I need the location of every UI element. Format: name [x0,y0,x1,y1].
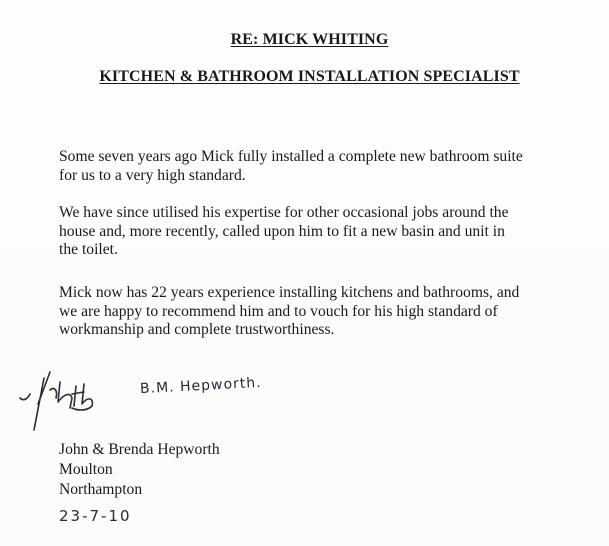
handwritten-signature [14,368,114,448]
paragraph-bathroom-suite [59,148,589,185]
paragraph-line: for us to a very high standard. [59,166,246,184]
paragraph-recommendation [59,284,589,340]
paragraph-line: we are happy to recommend him and to vouch for his high standard of [59,302,498,320]
signature-printed-name: B.M. Hepworth. [139,374,262,398]
letter-heading-title [5,68,609,86]
sender-names: John & Brenda Hepworth [59,441,220,458]
letter-date: 23-7-10 [59,507,132,525]
paragraph-line: We have since utilised his expertise for other occasional jobs around the [59,204,509,221]
heading-title-text: KITCHEN & BATHROOM INSTALLATION SPECIALIST [99,68,520,85]
paragraph-line: Some seven years ago Mick fully installed a complete new bathroom suite [59,148,523,165]
letter-heading-recipient [5,31,609,49]
sender-town: Moulton [59,461,113,478]
sender-county: Northampton [59,481,143,498]
paragraph-line: the toilet. [59,241,118,258]
paragraph-line: workmanship and complete trustworthiness. [59,321,335,338]
paragraph-occasional-jobs [59,204,589,260]
paragraph-line: house and, more recently, called upon him to fit a new basin and unit in [59,222,505,240]
paragraph-line: Mick now has 22 years experience installing kitchens and bathrooms, and [59,284,520,301]
sender-address [59,440,220,500]
heading-recipient-text: RE: MICK WHITING [230,31,389,48]
